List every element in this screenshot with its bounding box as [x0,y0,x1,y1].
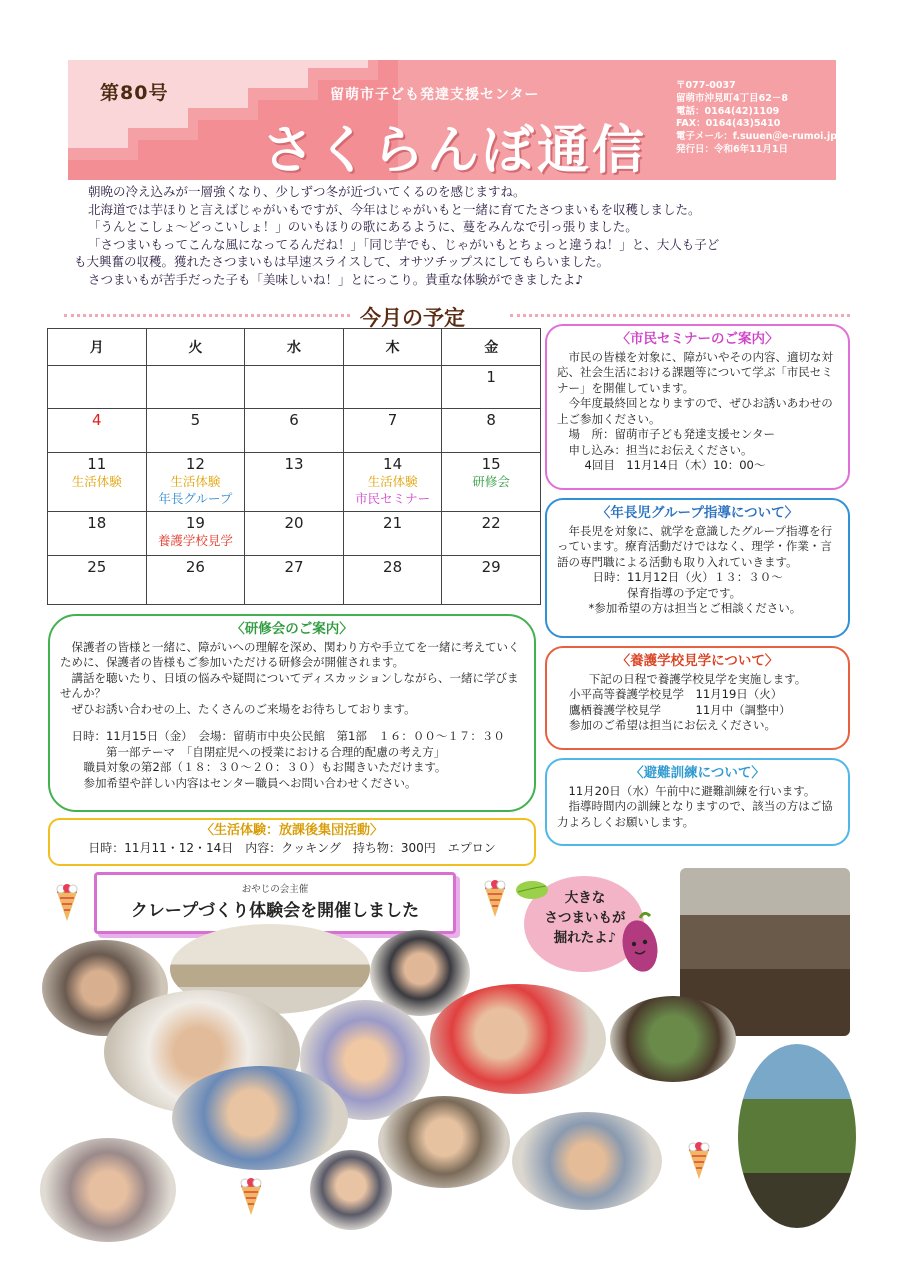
calendar-date: 29 [481,558,501,576]
calendar-date: 5 [190,411,201,429]
calendar-date: 13 [284,455,304,473]
seminar-title: 〈市民セミナーのご案内〉 [616,331,779,347]
intro-line: さつまいもが苦手だった子も「美味しいね！」とにっこり。貴重な体験ができましたよ♪ [88,271,584,287]
contact-email[interactable]: 電子メール：f.suuen＠e-rumoi.jp [676,131,838,143]
contact-postal: 〒077-0037 [676,80,736,91]
crepe-organizer: おやじの会主催 [241,884,309,895]
calendar-day-cell [343,556,442,605]
school-note: 参加のご希望は担当にお伝えください。 [569,718,776,732]
calendar-week-row [48,453,541,512]
photo-family-table [40,1138,176,1242]
calendar-day-cell [146,556,245,605]
seminar-text: 今年度最終回となりますので、ぜひお誘いあわせの上ご参加ください。 [557,396,833,426]
calendar-day-cell [442,366,541,409]
seminar-date: 4回目 11月14日（木）10：00～ [573,458,766,472]
senior-text: 年長児を対象に、就学を意識したグループ指導を行っています。療育活動だけではなく、理学・作業・言語の専門職による活動も取り入れていきます。 [557,523,833,569]
crepe-icon [56,884,78,922]
calendar-week-row [48,366,541,409]
bubble-line: 大きな [564,890,606,906]
crepe-icon [484,880,506,918]
calendar-date: 21 [383,514,403,532]
bubble-line: さつまいもが [544,910,626,926]
calendar-date: 12 [185,455,205,473]
calendar-date: 6 [289,411,299,429]
calendar-day-cell [442,409,541,453]
calendar-day-cell [343,366,442,409]
school-title: 〈養護学校見学について〉 [616,653,779,669]
intro-text [74,183,844,288]
calendar-date: 19 [185,514,205,532]
calendar-date: 20 [284,514,304,532]
calendar-event: 研修会 [472,474,510,489]
photo-kids-at-table [512,1112,662,1210]
calendar-day-cell [48,512,147,556]
calendar-date: 15 [481,455,501,473]
intro-line: 「うんとこしょ～どっこいしょ！」のいもほりの歌にあるように、蔓をみんなで引っ張りました。 [88,219,638,234]
training-box [48,614,536,812]
calendar-day-cell [146,453,245,512]
school-visit-1: 小平高等養護学校見学 11月19日（火） [569,687,783,701]
calendar-day-cell [48,409,147,453]
training-title: 〈研修会のご案内〉 [231,621,353,637]
life-experience-box [48,818,536,866]
calendar-event: 生活体験 [367,474,418,489]
calendar-day-cell [343,512,442,556]
calendar-date: 8 [486,411,496,429]
calendar-day-cell [245,512,344,556]
calendar-table [47,328,541,605]
calendar-day-cell [442,556,541,605]
life-title: 〈生活体験：放課後集団活動〉 [200,823,383,838]
calendar-day-cell [146,366,245,409]
calendar-day-cell [48,556,147,605]
calendar-day-header: 木 [343,329,442,366]
calendar-week-row [48,512,541,556]
center-name: 留萌市子ども発達支援センター [330,87,540,103]
crepe-event-title: クレープづくり体験会を開催しました [130,901,420,921]
seminar-place: 場 所：留萌市子ども発達支援センター [557,427,776,441]
school-visit-2: 鷹栖養護学校見学 11月中（調整中） [569,702,791,717]
calendar-date: 4 [92,411,102,429]
calendar-event: 年長グループ [158,491,233,506]
calendar-event: 生活体験 [71,474,122,489]
calendar-date: 26 [185,558,205,576]
training-theme: 第一部テーマ 「自閉症児への授業における合理的配慮の考え方」 [60,744,446,759]
training-contact: 参加希望や詳しい内容はセンター職員へお問い合わせください。 [72,775,417,790]
sweet-potato-icon [616,912,664,976]
photo-boy-crepe [310,1150,392,1230]
training-spacer [60,717,524,729]
senior-title: 〈年長児グループ指導について〉 [596,505,799,521]
calendar-day-cell [343,409,442,453]
calendar-day-header: 金 [442,329,541,366]
calendar-day-cell [245,409,344,453]
calendar-event: 市民セミナー [355,491,431,506]
school-visit-box [545,646,850,750]
training-text: ぜひお誘い合わせの上、たくさんのご来場をお待ちしております。 [60,701,416,716]
calendar-day-cell [245,556,344,605]
calendar-day-cell [146,409,245,453]
calendar-event: 生活体験 [170,474,221,489]
calendar-week-row [48,556,541,605]
drill-text: 指導時間内の訓練となりますので、該当の方はご協力よろしくお願いします。 [557,799,833,829]
calendar-week-row [48,409,541,453]
school-text: 下記の日程で養護学校見学を実施します。 [588,671,807,686]
calendar-event: 養護学校見学 [157,533,233,548]
training-part2: 職員対象の第2部（１８：３０～２０：３０）もお聞きいただけます。 [72,760,447,774]
contact-info [676,80,837,157]
training-text: 保護者の皆様と一緒に、障がいへの理解を深め、関わり方や手立てを一緒に考えていくために、保護者の皆様もご参加いただける研修会が開催されます。 [60,639,520,669]
seminar-box [545,324,850,490]
issue-date: 発行日：令和6年11月1日 [676,143,788,155]
crepe-icon [240,1178,262,1216]
calendar-date: 22 [481,514,501,532]
senior-note: 保育指導の予定です。 [581,585,742,600]
calendar-day-cell [442,453,541,512]
drill-text: 11月20日（水）午前中に避難訓練を行います。 [557,783,816,798]
calendar-header-row [48,329,541,366]
training-date: 日時：11月15日（金） 会場：留萌市中央公民館 第1部 １６：００～１７：３０ [60,729,505,743]
drill-title: 〈避難訓練について〉 [630,765,765,781]
calendar-date: 18 [87,514,107,532]
photo-apron-helper [430,984,606,1094]
contact-fax: FAX：0164(43)5410 [676,118,781,130]
calendar-day-header: 火 [146,329,245,366]
intro-line: 朝晩の冷え込みが一層強くなり、少しずつ冬が近づいてくるのを感じますね。 [88,184,526,199]
intro-line: 北海道では芋ほりと言えばじゃがいもですが、今年はじゃがいもと一緒に育てたさつまいもを収穫しました。 [88,201,701,217]
life-details: 日時：11月11・12・14日 内容：クッキング 持ち物：300円 エプロン [88,840,496,855]
photo-kids-eating [378,1096,510,1188]
calendar-day-cell [48,366,147,409]
senior-date: 日時：11月12日（火）１３：３０～ [581,570,783,584]
calendar-date: 11 [87,455,107,473]
calendar-day-cell [245,366,344,409]
contact-phone: 電話：0164(42)1109 [676,105,780,117]
calendar-day-cell [146,512,245,556]
senior-contact: *参加希望の方は担当とご相談ください。 [577,601,802,615]
evacuation-drill-box [545,758,850,846]
calendar-day-cell [442,512,541,556]
calendar-date: 25 [87,558,107,576]
photo-mother-child [172,1066,348,1170]
photo-potato-vines [738,1044,856,1228]
newsletter-title: さくらんぼ通信 [262,121,648,181]
crepe-icon [688,1142,710,1180]
senior-group-box [545,498,850,638]
bubble-line: 掘れたよ♪ [553,930,617,946]
seminar-apply: 申し込み：担当にお伝えください。 [557,442,753,457]
intro-line: 「さつまいもってこんな風になってるんだね！」「同じ芋でも、じゃがいもとちょっと違うね！」と、大人も子ど [88,236,720,252]
issue-number: 第80号 [100,82,169,104]
calendar-date: 14 [383,455,403,473]
calendar-date: 28 [383,558,403,576]
intro-line: も大興奮の収穫。獲れたさつまいもは早速スライスして、オサツチップスにしてもらいました。 [74,254,610,269]
calendar-day-header: 水 [245,329,344,366]
schedule-heading: 今月の予定 [360,306,465,330]
calendar-date: 27 [284,558,304,576]
heading-divider-right [510,314,850,317]
contact-address: 留萌市沖見町4丁目62－8 [676,92,788,104]
training-text: 講話を聴いたり、日頃の悩みや疑問についてディスカッションしながら、一緒に学びませんか？ [60,670,519,700]
calendar-day-cell [245,453,344,512]
calendar-day-cell [343,453,442,512]
seminar-text: 市民の皆様を対象に、障がいやその内容、適切な対応、社会生活における課題等について学ぶ「市民セミナー」を開催しています。 [557,349,833,395]
heading-divider-left [64,314,350,317]
calendar-date: 7 [387,411,398,429]
calendar-date: 1 [486,368,496,386]
calendar-day-header: 月 [48,329,147,366]
calendar-day-cell [48,453,147,512]
photo-harvest-field [610,996,736,1082]
